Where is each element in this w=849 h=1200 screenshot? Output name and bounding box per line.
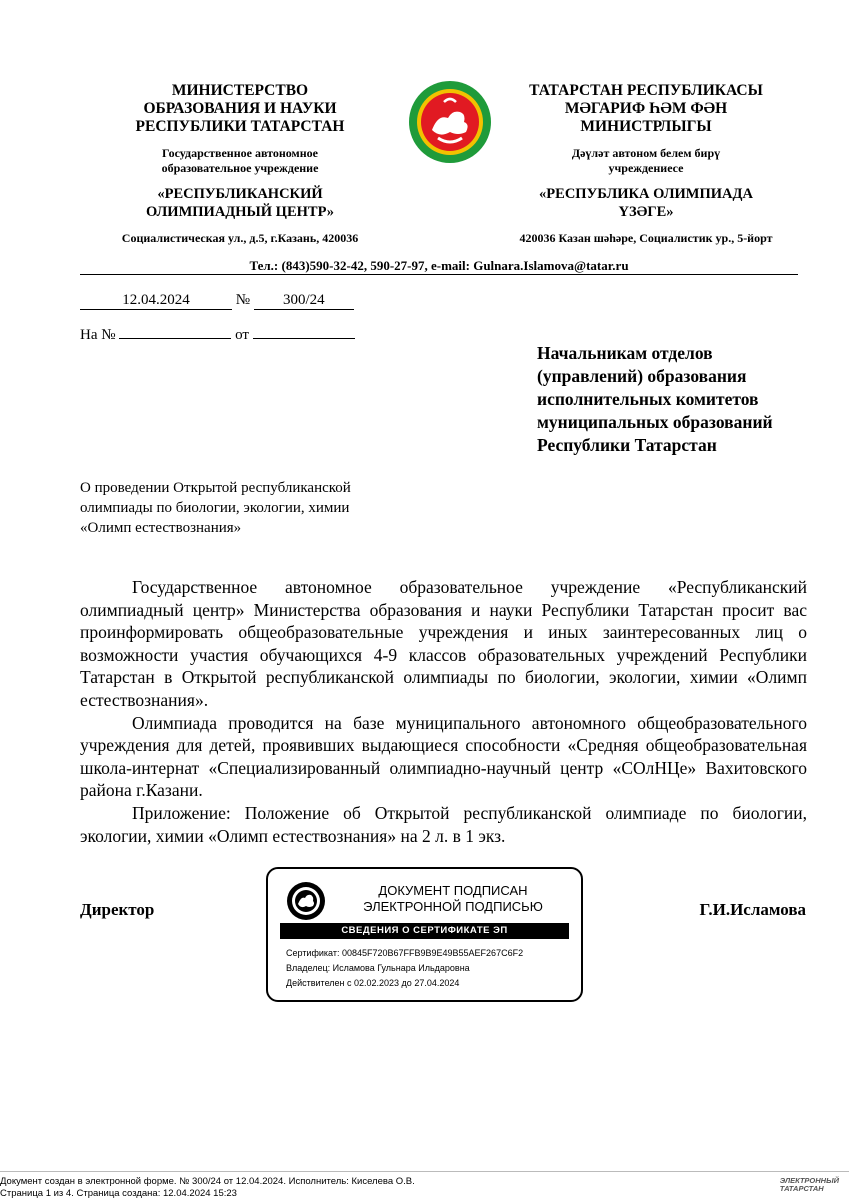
logo-text-top: ЭЛЕКТРОННЫЙ xyxy=(779,1176,839,1185)
contacts-line: Тел.: (843)590-32-42, 590-27-97, e-mail: Gulnara.Islamova@tatar.ru xyxy=(249,258,629,273)
body-paragraph: Олимпиада проводится на базе муниципального автономного общеобразовательного учреждения для детей, проявивших выдающиеся способности «Средняя общеобразовательная школа-интернат «Специализированный олимпиадно-научный центр «СОлНЦе» Вахитовского района г.Казани. xyxy=(80,712,807,801)
stamp-title: ДОКУМЕНТ ПОДПИСАН ЭЛЕКТРОННОЙ ПОДПИСЬЮ xyxy=(363,883,543,914)
addressee: Начальникам отделов (управлений) образования исполнительных комитетов муниципальных образований Республики Татарстан xyxy=(537,343,773,455)
reg-date: 12.04.2024 xyxy=(80,291,232,310)
footer-line-1: Документ создан в электронной форме. № 300/24 от 12.04.2024. Исполнитель: Киселева О.В. xyxy=(0,1176,415,1187)
body-paragraph: Приложение: Положение об Открытой республиканской олимпиаде по биологии, экологии, химии «Олимп естествознания» на 2 л. в 1 экз. xyxy=(80,802,807,846)
letter-body xyxy=(80,576,807,847)
registration-line xyxy=(80,290,354,310)
right-header xyxy=(496,82,796,246)
stamp-cert-header: СВЕДЕНИЯ О СЕРТИФИКАТЕ ЭП xyxy=(280,923,569,939)
stamp-certificate: Сертификат: 00845F720B67FFB9B9E49B55AEF267C6F2 xyxy=(286,948,524,958)
reg-number: 300/24 xyxy=(254,291,354,310)
org-name-ru: «РЕСПУБЛИКАНСКИЙ ОЛИМПИАДНЫЙ ЦЕНТР» xyxy=(145,186,335,220)
reg-number-label: № xyxy=(235,292,251,308)
ministry-name-tt: ТАТАРСТАН РЕСПУБЛИКАСЫ МӘГАРИФ ҺӘМ ФӘН МИНИСТРЛЫГЫ xyxy=(529,82,763,135)
left-header xyxy=(80,82,400,246)
ref-number-blank xyxy=(119,320,231,339)
ref-from-label: от xyxy=(235,327,249,343)
tatarstan-emblem-icon xyxy=(286,881,326,921)
reference-line xyxy=(80,320,355,345)
tatarstan-emblem-icon xyxy=(408,80,492,164)
e-signature-stamp xyxy=(266,867,583,1002)
stamp-validity: Действителен с 02.02.2023 до 27.04.2024 xyxy=(286,978,460,988)
stamp-owner: Владелец: Исламова Гульнара Ильдаровна xyxy=(286,963,470,973)
ref-date-blank xyxy=(253,320,355,339)
org-name-tt: «РЕСПУБЛИКА ОЛИМПИАДА ҮЗӘГЕ» xyxy=(539,186,753,220)
header-rule xyxy=(80,274,798,275)
ref-label: На № xyxy=(80,327,116,343)
ministry-name-ru: МИНИСТЕРСТВО ОБРАЗОВАНИЯ И НАУКИ РЕСПУБЛИКИ ТАТАРСТАН xyxy=(135,82,345,135)
body-paragraph: Государственное автономное образовательное учреждение «Республиканский олимпиадный центр» Министерства образования и науки Республики Татарстан просит вас проинформировать общеобразовательные учреждения и иных заинтересованных лиц о возможности участия обучающихся 4-9 классов образовательных учреждений Республики Татарстан в Открытой республиканской олимпиады по биологии, экологии, химии «Олимп естествознания». xyxy=(80,577,807,710)
signer-position: Директор xyxy=(80,900,155,919)
signer-name: Г.И.Исламова xyxy=(699,900,806,919)
electronic-tatarstan-logo xyxy=(780,1177,839,1195)
address-tt: 420036 Казан шәһәре, Социалистик ур., 5-йорт xyxy=(519,231,773,245)
org-type-tt: Дәүләт автоном белем бирү учреждениесе xyxy=(571,146,721,175)
org-type-ru: Государственное автономное образовательное учреждение xyxy=(161,146,319,175)
page-footer xyxy=(0,1171,849,1200)
address-ru: Социалистическая ул., д.5, г.Казань, 420036 xyxy=(121,231,359,245)
logo-text-bottom: ТАТАРСТАН xyxy=(779,1184,824,1193)
subject: О проведении Открытой республиканской олимпиады по биологии, экологии, химии «Олимп естествознания» xyxy=(80,480,351,536)
footer-line-2: Страница 1 из 4. Страница создана: 12.04.2024 15:23 xyxy=(0,1188,237,1199)
